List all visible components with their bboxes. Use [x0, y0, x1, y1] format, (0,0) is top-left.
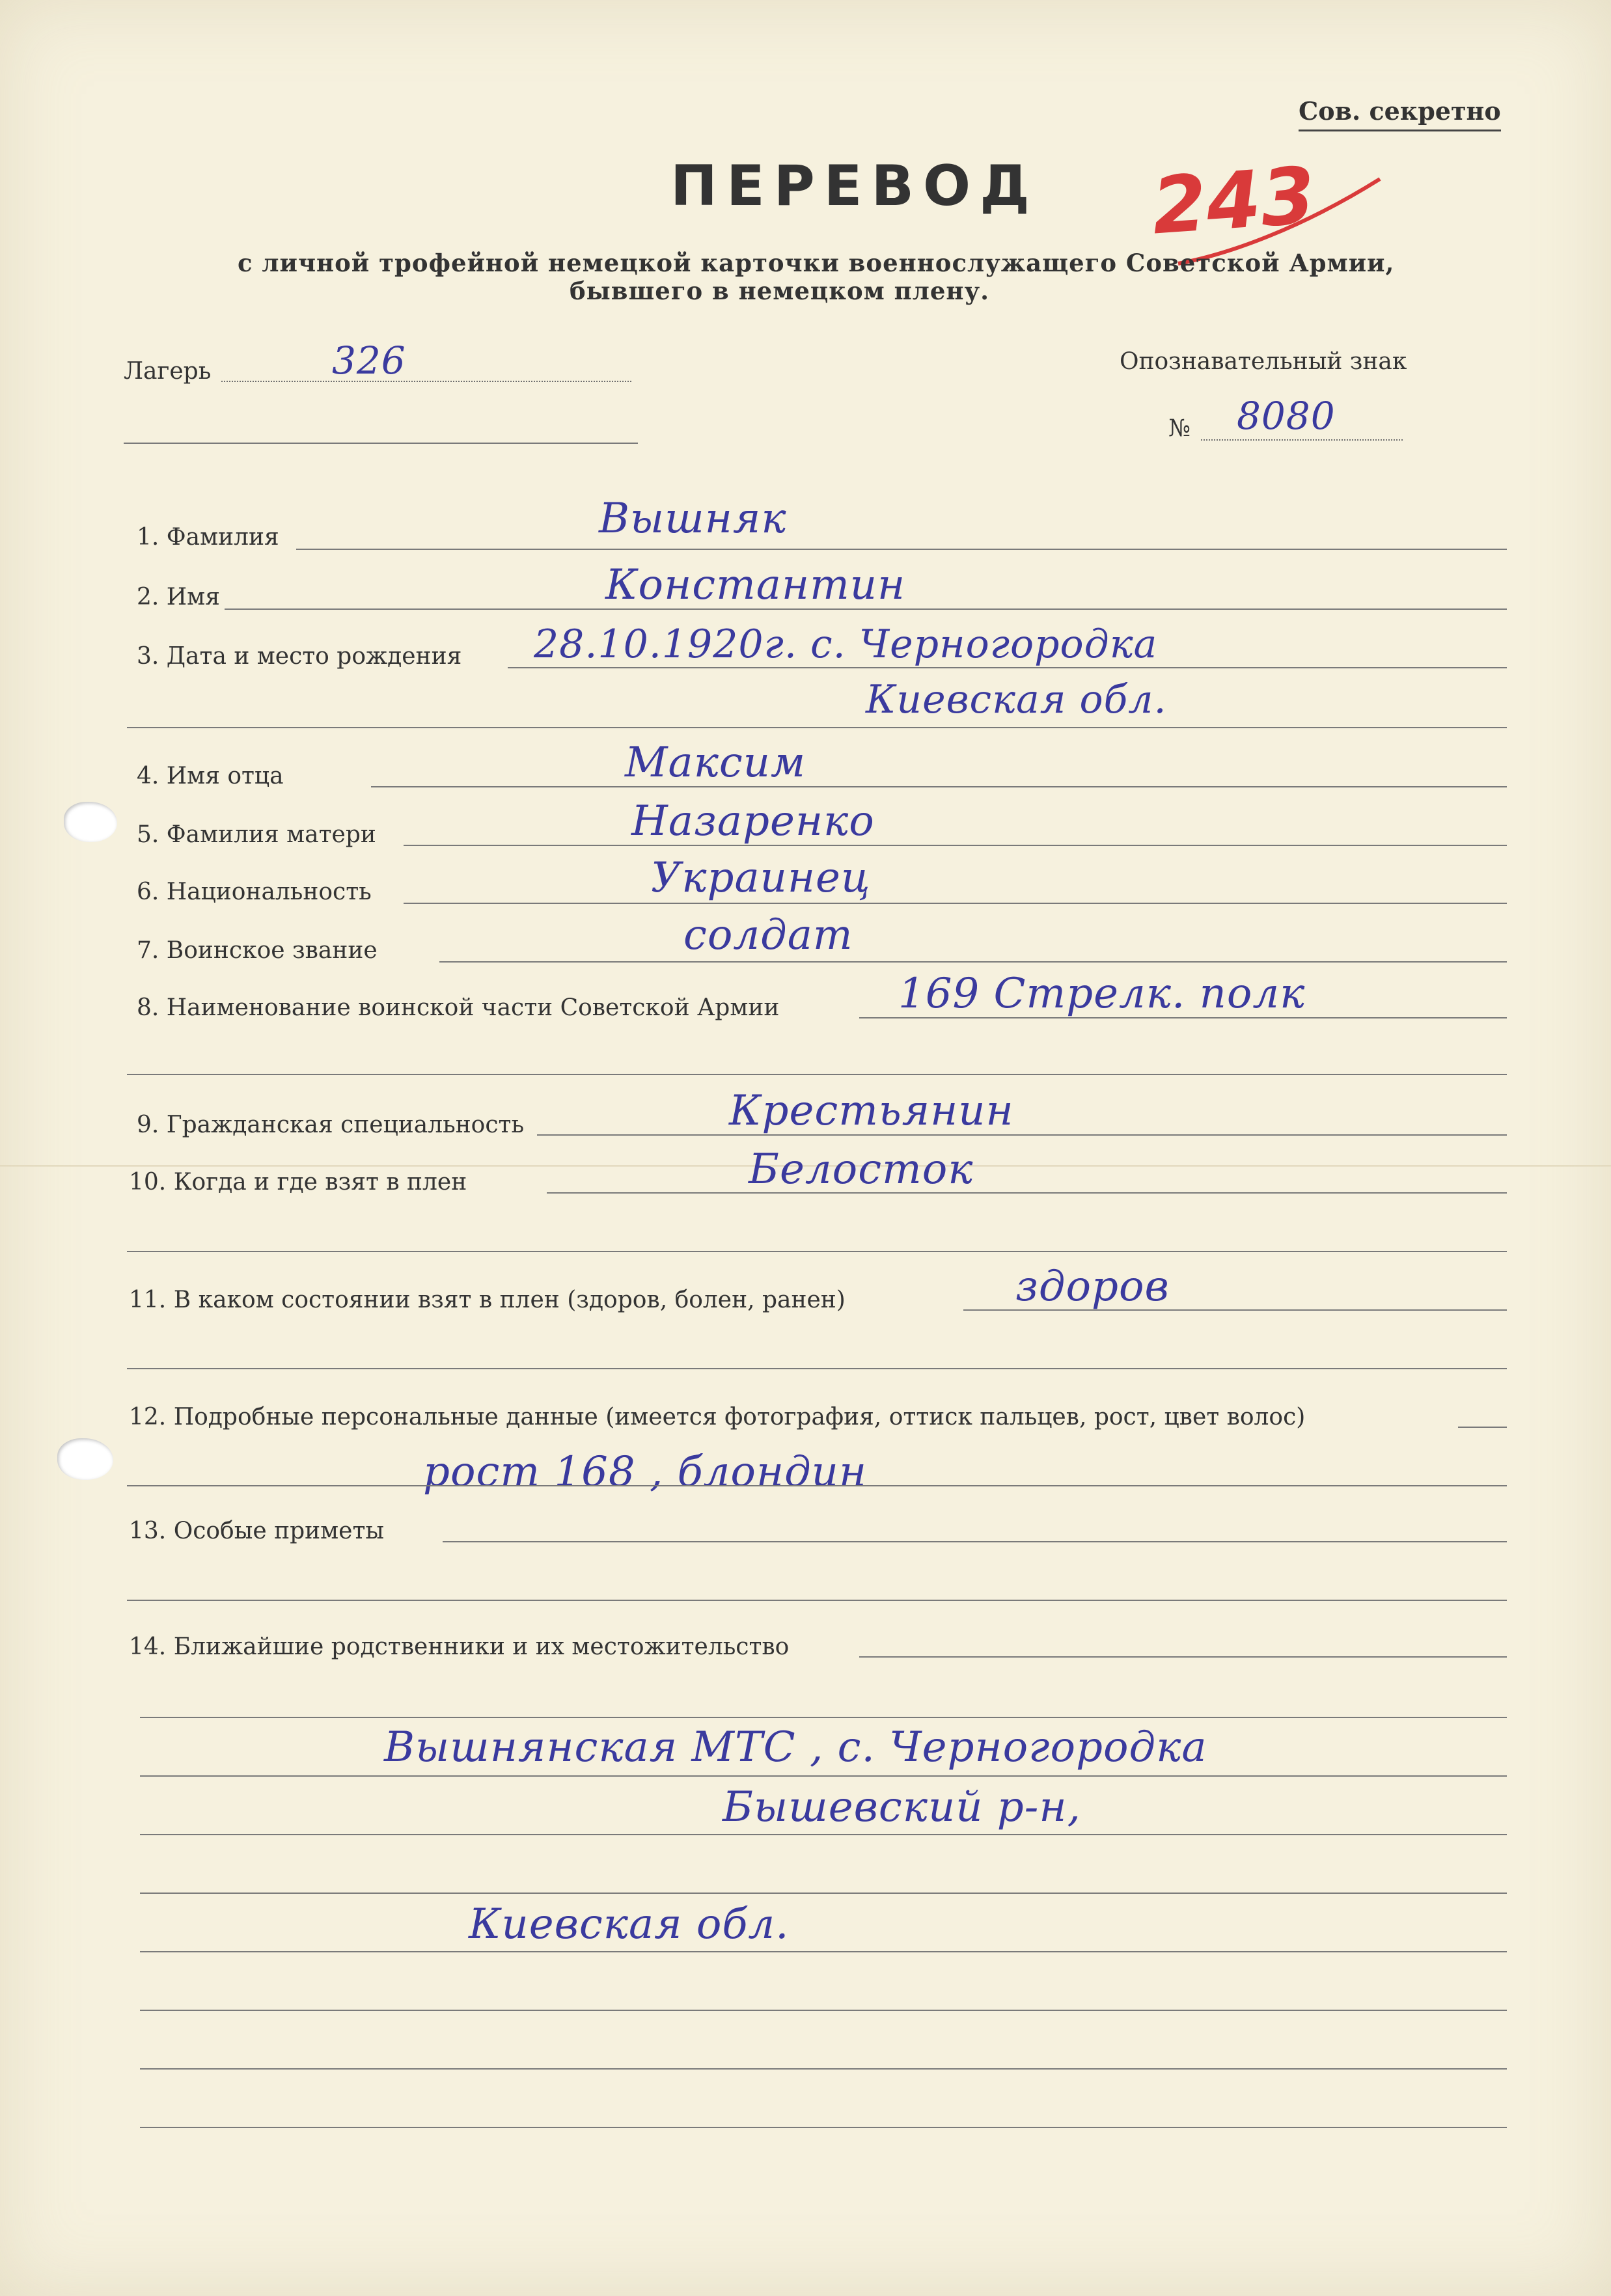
field-11-label: 11. В каком состоянии взят в плен (здоров, болен, ранен)	[129, 1287, 846, 1313]
field-12-label: 12. Подробные персональные данные (имеется фотография, оттиск пальцев, рост, цвет волос)	[129, 1404, 1306, 1430]
field-1-value: Вышняк	[599, 495, 787, 543]
punch-hole-top	[64, 802, 117, 842]
field-14-line-3	[140, 1775, 1507, 1777]
field-14-value-2: Бышевский р-н,	[723, 1783, 1081, 1831]
field-10-line-2	[127, 1251, 1507, 1252]
field-7-line	[439, 961, 1507, 963]
field-4-value: Максим	[625, 739, 806, 787]
field-14-line-9	[140, 2127, 1507, 2128]
field-9-value: Крестьянин	[729, 1087, 1014, 1135]
field-4-label: 4. Имя отца	[137, 763, 284, 789]
field-2-value: Константин	[605, 561, 906, 609]
field-11-value: здоров	[1015, 1263, 1170, 1311]
red-stamp-number: 243	[1149, 150, 1319, 253]
field-3-line	[508, 667, 1507, 668]
field-10-line	[547, 1192, 1507, 1194]
field-14-line-6	[140, 1951, 1507, 1952]
field-8-value: 169 Стрелк. полк	[898, 970, 1306, 1018]
field-5-label: 5. Фамилия матери	[137, 821, 376, 848]
camp-line-2	[124, 443, 638, 444]
field-14-line-7	[140, 2010, 1507, 2011]
field-11-line-2	[127, 1368, 1507, 1369]
field-10-label: 10. Когда и где взят в плен	[129, 1169, 467, 1196]
field-1-line	[296, 549, 1507, 550]
field-14-value-3: Киевская обл.	[469, 1900, 790, 1948]
field-14-line	[859, 1656, 1507, 1658]
field-7-value: солдат	[683, 911, 853, 959]
field-6-line	[404, 903, 1507, 904]
field-12-line-2	[127, 1485, 1507, 1486]
id-number-sign: №	[1168, 415, 1191, 442]
field-12-line	[1458, 1427, 1507, 1428]
field-14-line-5	[140, 1893, 1507, 1894]
field-3-value: 28.10.1920г. с. Черногородка	[534, 622, 1158, 667]
field-3-label: 3. Дата и место рождения	[137, 643, 462, 670]
field-7-label: 7. Воинское звание	[137, 937, 378, 964]
id-number-value: 8080	[1237, 394, 1336, 438]
field-1-label: 1. Фамилия	[137, 524, 279, 551]
field-3-value-2: Киевская обл.	[866, 677, 1167, 722]
field-14-label: 14. Ближайшие родственники и их местожительство	[129, 1633, 790, 1660]
field-14-line-4	[140, 1834, 1507, 1835]
field-9-label: 9. Гражданская специальность	[137, 1112, 525, 1138]
field-13-label: 13. Особые приметы	[129, 1518, 385, 1544]
field-14-line-8	[140, 2068, 1507, 2070]
field-5-value: Назаренко	[631, 797, 875, 845]
subtitle-line-2: бывшего в немецком плену.	[570, 277, 990, 305]
document-title: ПЕРЕВОД	[670, 154, 1039, 219]
field-14-value-1: Вышнянская МТС , с. Черногородка	[384, 1723, 1207, 1771]
id-mark-label: Опознавательный знак	[1120, 348, 1407, 375]
camp-line	[221, 381, 631, 382]
id-number-line	[1201, 439, 1403, 441]
camp-label: Лагерь	[124, 358, 212, 385]
field-5-line	[404, 845, 1507, 846]
classification-label: Сов. секретно	[1299, 96, 1501, 131]
field-4-line	[371, 786, 1507, 787]
field-2-label: 2. Имя	[137, 584, 220, 610]
field-12-value: рост 168 , блондин	[423, 1448, 867, 1496]
field-6-value: Украинец	[651, 854, 871, 902]
field-8-label: 8. Наименование воинской части Советской Армии	[137, 994, 780, 1021]
field-3-line-2	[127, 727, 1507, 728]
field-14-line-2	[140, 1717, 1507, 1718]
punch-hole-bottom	[57, 1438, 113, 1480]
field-6-label: 6. Национальность	[137, 879, 372, 905]
field-13-line	[443, 1541, 1507, 1542]
camp-value: 326	[332, 338, 406, 383]
field-9-line	[537, 1134, 1507, 1136]
field-13-line-2	[127, 1600, 1507, 1601]
field-10-value: Белосток	[749, 1145, 974, 1194]
subtitle-line-1: с личной трофейной немецкой карточки военнослужащего Советской Армии,	[238, 249, 1395, 277]
field-8-line-2	[127, 1074, 1507, 1075]
